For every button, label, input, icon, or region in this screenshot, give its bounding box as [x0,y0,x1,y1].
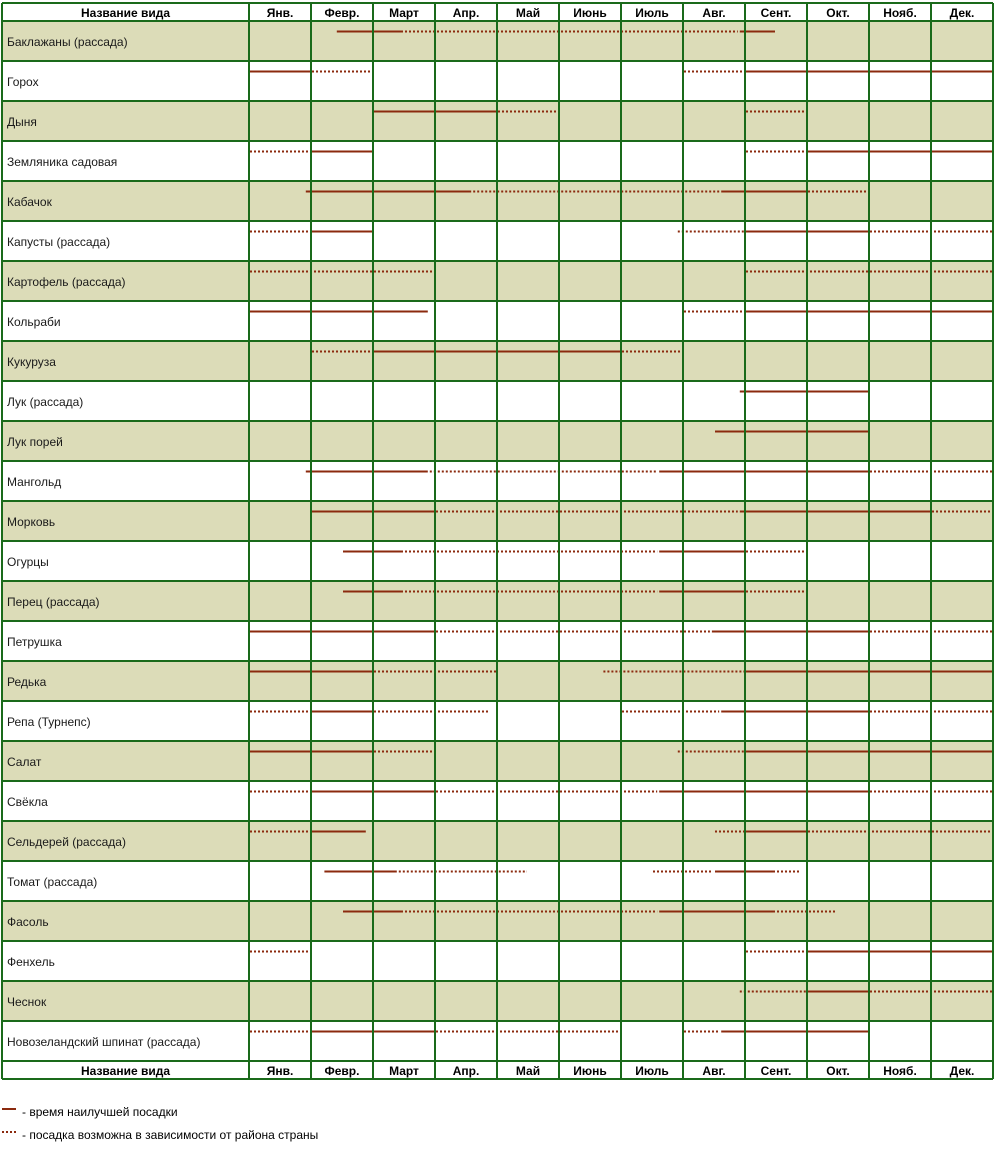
header-month-label: Февр. [324,6,360,20]
footer-month-label: Сент. [760,1064,792,1078]
header-name-header: Название вида [80,6,171,20]
row-name: Салат [7,755,42,769]
row-name: Редька [7,675,47,689]
row-name: Капусты (рассада) [7,235,111,249]
row-name: Кольраби [7,315,61,329]
footer-month-label: Окт. [826,1064,850,1078]
header-month-label: Апр. [452,6,480,20]
row-name: Земляника садовая [7,155,118,169]
footer-month-label: Дек. [949,1064,975,1078]
legend-best-label: - время наилучшей посадки [22,1105,178,1119]
footer-month-label: Июль [635,1064,669,1078]
row-name: Фенхель [7,955,55,969]
header-month-label: Окт. [826,6,850,20]
row-name: Кабачок [7,195,52,209]
row-name: Лук порей [7,435,63,449]
header-month-label: Янв. [266,6,294,20]
row-name: Дыня [7,115,37,129]
row-name: Морковь [7,515,56,529]
footer-month-label: Янв. [266,1064,294,1078]
footer-month-label: Апр. [452,1064,480,1078]
header-month-label: Май [515,6,541,20]
row-name: Фасоль [7,915,49,929]
header-month-label: Авг. [702,6,726,20]
footer-month-label: Май [515,1064,541,1078]
header-month-label: Нояб. [883,6,917,20]
legend [0,1098,994,1156]
row-name: Баклажаны (рассада) [7,35,128,49]
row-name: Мангольд [7,475,62,489]
header-month-label: Июль [635,6,669,20]
row-name: Репа (Турнепс) [7,715,91,729]
row-name: Новозеландский шпинат (рассада) [7,1035,201,1049]
row-name: Сельдерей (рассада) [7,835,126,849]
header-month-label: Июнь [573,6,607,20]
solid-line-swatch [2,1107,18,1117]
row-name: Свёкла [7,795,48,809]
row-name: Огурцы [7,555,49,569]
header-month-label: Дек. [949,6,975,20]
row-name: Картофель (рассада) [7,275,126,289]
row-name: Лук (рассада) [7,395,84,409]
row-name: Горох [7,75,39,89]
footer-month-label: Июнь [573,1064,607,1078]
legend-item-best [0,1102,178,1122]
row-name: Кукуруза [7,355,56,369]
header-month-label: Март [389,6,419,20]
row-name: Чеснок [7,995,47,1009]
row-name: Томат (рассада) [7,875,98,889]
row-name: Петрушка [7,635,62,649]
footer-month-label: Февр. [324,1064,360,1078]
legend-possible-label: - посадка возможна в зависимости от района страны [22,1128,319,1142]
footer-month-label: Авг. [702,1064,726,1078]
footer-month-label: Нояб. [883,1064,917,1078]
footer-month-label: Март [389,1064,419,1078]
dotted-line-swatch [2,1130,18,1140]
header-month-label: Сент. [760,6,792,20]
legend-item-possible [0,1125,318,1145]
footer-name-header: Название вида [80,1064,171,1078]
row-name: Перец (рассада) [7,595,100,609]
